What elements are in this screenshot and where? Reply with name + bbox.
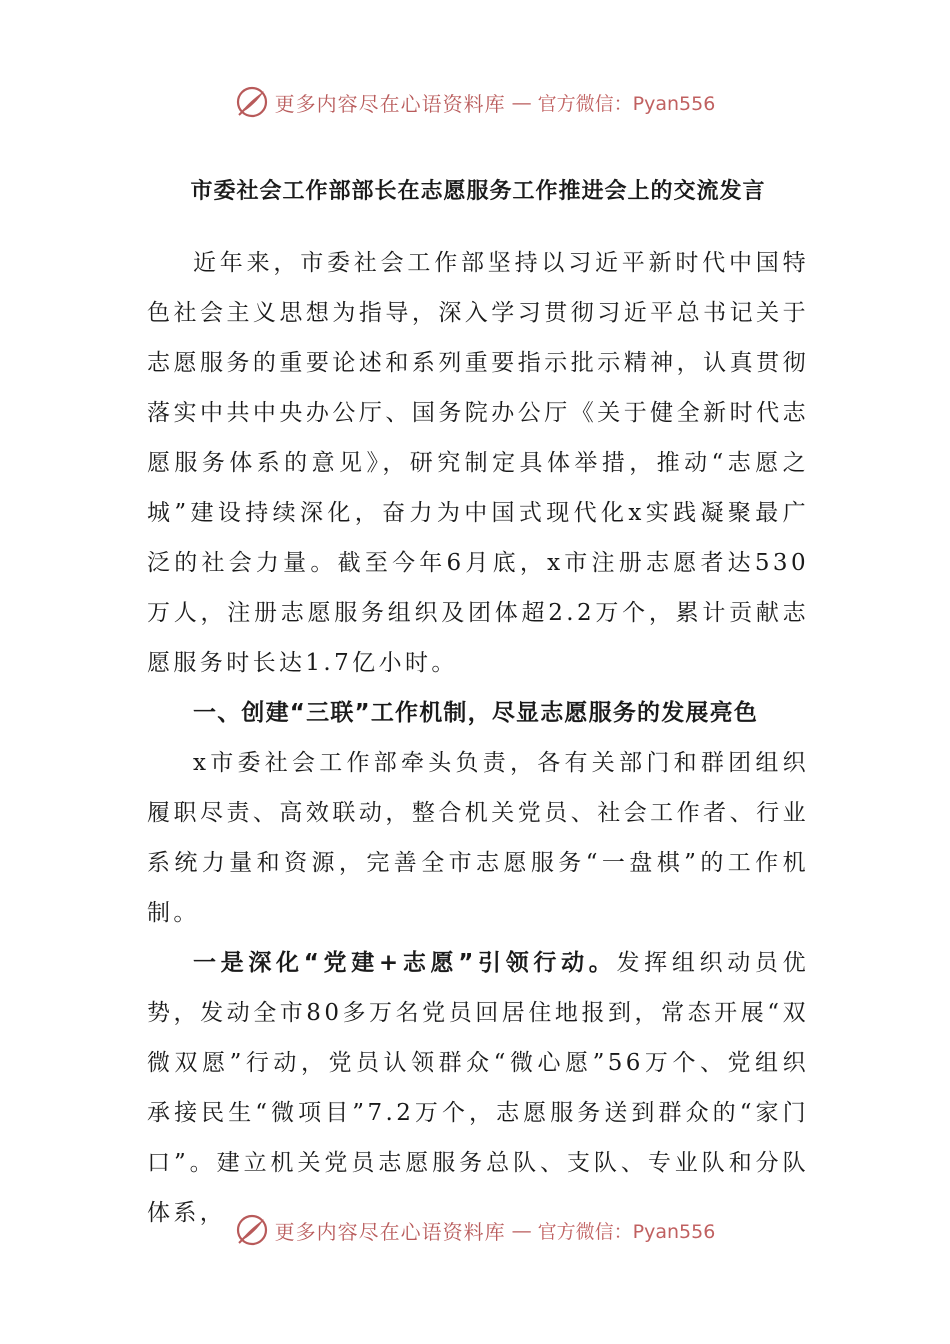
paragraph-lead: 一是深化“党建+志愿”引领行动。 bbox=[193, 950, 617, 976]
document-body bbox=[147, 172, 809, 1238]
banner-separator: — bbox=[511, 1218, 532, 1242]
quill-pen-logo-icon bbox=[235, 85, 269, 119]
footer-banner bbox=[0, 1210, 950, 1250]
section-heading: 一、创建“三联”工作机制，尽显志愿服务的发展亮色 bbox=[193, 700, 759, 726]
header-banner bbox=[0, 82, 950, 122]
paragraph-body: 发挥组织动员优势，发动全市80多万名党员回居住地报到，常态开展“双微双愿”行动，党员认领群众“微心愿”56万个、党组织承接民生“微项目”7.2万个，志愿服务送到群众的“家门口”。建立机关党员志愿服务总队、支队、专业队和分队体系， bbox=[147, 950, 809, 1226]
intro-paragraph: 近年来，市委社会工作部坚持以习近平新时代中国特色社会主义思想为指导，深入学习贯彻习近平总书记关于志愿服务的重要论述和系列重要指示批示精神，认真贯彻落实中共中央办公厅、国务院办公厅《关于健全新时代志愿服务体系的意见》，研究制定具体举措，推动“志愿之城”建设持续深化，奋力为中国式现代化x实践凝聚最广泛的社会力量。截至今年6月底，x市注册志愿者达530万人，注册志愿服务组织及团体超2.2万个，累计贡献志愿服务时长达1.7亿小时。 bbox=[147, 250, 809, 676]
quill-pen-logo-icon bbox=[235, 1213, 269, 1247]
document-title: 市委社会工作部部长在志愿服务工作推进会上的交流发言 bbox=[190, 179, 766, 204]
banner-contact: 官方微信：Pyan556 bbox=[537, 92, 716, 115]
banner-text: 更多内容尽在心语资料库 bbox=[274, 1219, 506, 1244]
banner-separator: — bbox=[511, 90, 532, 114]
banner-contact: 官方微信：Pyan556 bbox=[537, 1220, 716, 1243]
section-paragraph-2 bbox=[147, 938, 809, 1238]
banner-text: 更多内容尽在心语资料库 bbox=[274, 91, 506, 116]
section-paragraph: x市委社会工作部牵头负责，各有关部门和群团组织履职尽责、高效联动，整合机关党员、社会工作者、行业系统力量和资源，完善全市志愿服务“一盘棋”的工作机制。 bbox=[147, 750, 809, 926]
